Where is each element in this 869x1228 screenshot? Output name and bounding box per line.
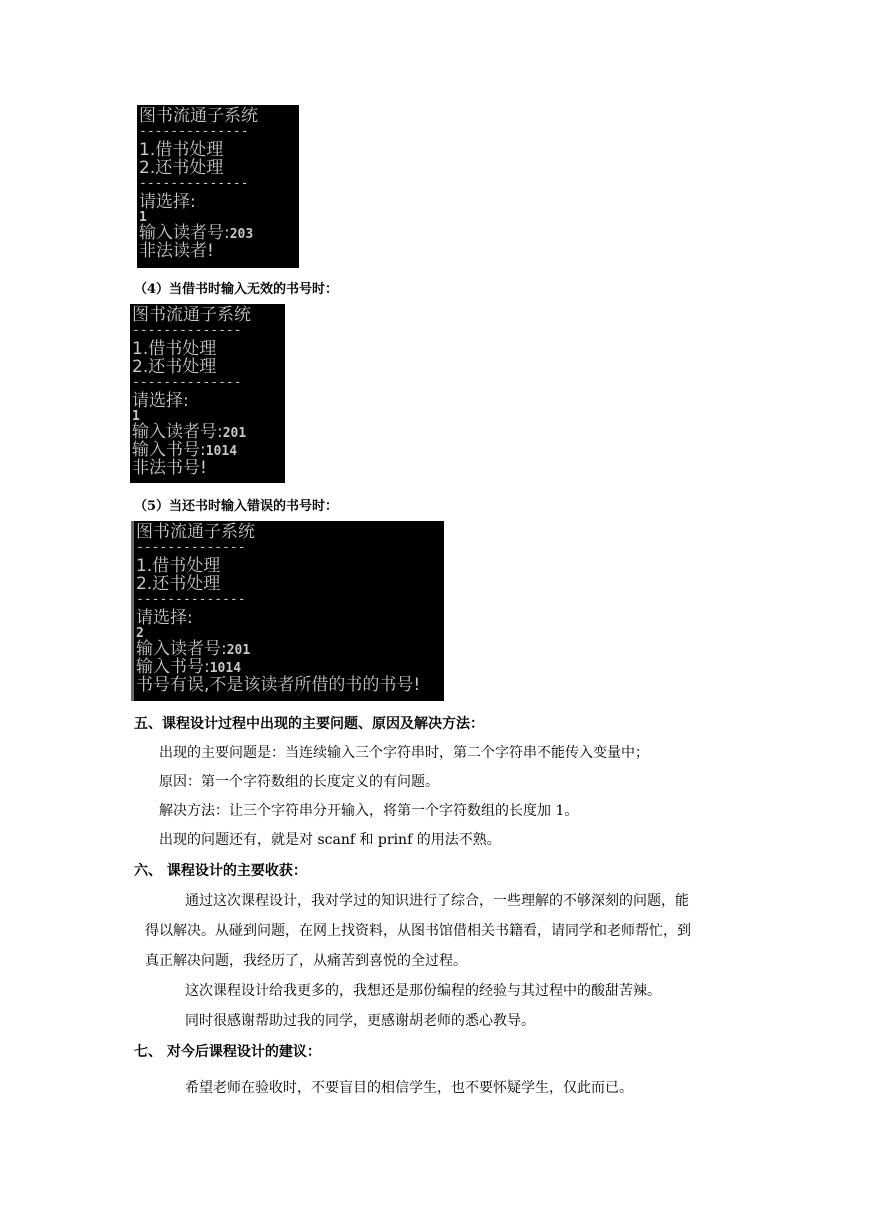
console-title: 图书流通子系统: [132, 305, 251, 325]
console-choice: 1: [132, 409, 140, 424]
section-5-line: 原因：第一个字符数组的长度定义的有问题。: [159, 774, 439, 790]
section-7-heading: 七、 对今后课程设计的建议：: [134, 1044, 321, 1060]
console-choice: 2: [136, 626, 144, 641]
console-divider: --------------: [139, 124, 249, 139]
console-option-return: 2.还书处理: [132, 357, 217, 377]
console-prompt: 请选择:: [139, 192, 196, 212]
console-option-return: 2.还书处理: [136, 574, 221, 594]
console-screenshot-wrong-book: [131, 521, 444, 701]
console-divider: --------------: [136, 540, 246, 555]
section-5-line: 出现的主要问题是：当连续输入三个字符串时，第二个字符串不能传入变量中；: [159, 745, 649, 761]
console-title: 图书流通子系统: [136, 522, 255, 542]
section-6-line: 通过这次课程设计，我对学过的知识进行了综合，一些理解的不够深刻的问题，能: [185, 893, 689, 909]
console-book-line: 输入书号:1014: [132, 440, 238, 460]
section-6-line: 同时很感谢帮助过我的同学，更感谢胡老师的悉心教导。: [185, 1013, 535, 1029]
console-message: 非法书号!: [132, 458, 207, 478]
console-divider: --------------: [139, 176, 249, 191]
console-divider: --------------: [132, 323, 242, 338]
section-6-line: 这次课程设计给我更多的，我想还是那份编程的经验与其过程中的酸甜苦辣。: [185, 983, 661, 999]
console-book-line: 输入书号:1014: [136, 657, 242, 677]
section-6-line: 得以解决。从碰到问题，在网上找资料，从图书馆借相关书籍看，请同学和老师帮忙，到: [145, 923, 691, 939]
console-reader-line: 输入读者号:201: [132, 422, 247, 442]
console-divider: --------------: [132, 375, 242, 390]
section-5-line: 解决方法：让三个字符串分开输入，将第一个字符数组的长度加 1。: [159, 803, 579, 819]
console-option-return: 2.还书处理: [139, 158, 224, 178]
console-reader-line: 输入读者号:201: [136, 639, 251, 659]
section-6-heading: 六、 课程设计的主要收获：: [134, 863, 307, 879]
caption-5: （5）当还书时输入错误的书号时：: [134, 499, 339, 514]
section-7-line: 希望老师在验收时，不要盲目的相信学生，也不要怀疑学生，仅此而已。: [185, 1080, 633, 1096]
console-message: 书号有误,不是该读者所借的书的书号!: [136, 675, 421, 695]
section-6-line: 真正解决问题，我经历了，从痛苦到喜悦的全过程。: [145, 953, 467, 969]
console-option-borrow: 1.借书处理: [132, 339, 217, 359]
console-title: 图书流通子系统: [139, 106, 258, 126]
console-screenshot-invalid-reader: [137, 105, 299, 268]
section-5-heading: 五、课程设计过程中出现的主要问题、原因及解决方法：: [134, 716, 484, 732]
section-5-line: 出现的问题还有，就是对 scanf 和 prinf 的用法不熟。: [159, 832, 501, 848]
console-reader-line: 输入读者号:203: [139, 223, 254, 243]
console-divider: --------------: [136, 592, 246, 607]
console-prompt: 请选择:: [136, 608, 193, 628]
caption-4: （4）当借书时输入无效的书号时：: [134, 282, 339, 297]
console-screenshot-invalid-book: [130, 304, 285, 483]
console-message: 非法读者!: [139, 241, 214, 261]
console-option-borrow: 1.借书处理: [136, 556, 221, 576]
console-option-borrow: 1.借书处理: [139, 140, 224, 160]
console-prompt: 请选择:: [132, 391, 189, 411]
console-choice: 1: [139, 210, 147, 225]
